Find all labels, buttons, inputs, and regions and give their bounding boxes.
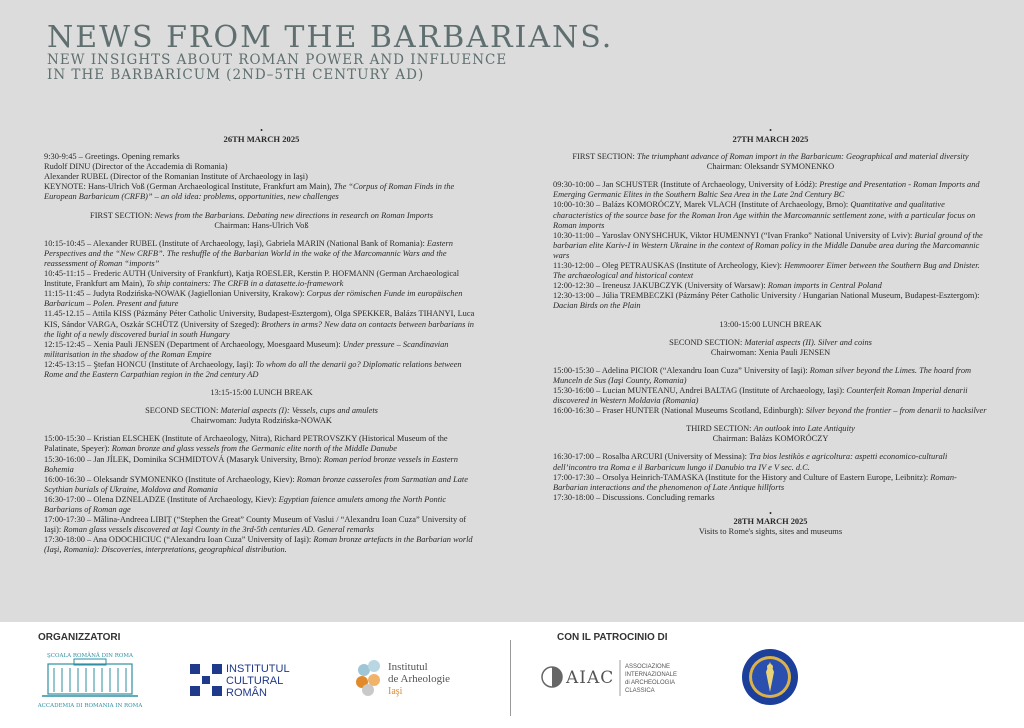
institutul-arheologie-iasi-logo[interactable]: [354, 656, 474, 700]
svg-text:INTERNAZIONALE: INTERNAZIONALE: [625, 672, 678, 678]
talk-title: Silver beyond the frontier – from denarii to hacksilver: [805, 406, 987, 416]
talk-title: To ship containers: The CRFB in a datasette.io-framework: [146, 279, 344, 289]
talk-title: Roman bronze and glass vessels from the Germanic elite north of the Middle Danube: [111, 444, 397, 454]
talk-title: Roman bronze artefacts in the Barbarian world (Iaşi, Romania): Discoveries, interpretations, geographical distribution.: [44, 535, 473, 555]
talk-entry: [44, 289, 479, 309]
talk-title: Roman imports in Central Poland: [767, 281, 882, 291]
day1-column: [44, 128, 479, 555]
talk-time-speaker: 12:15-12:45 – Xenia Pauli JENSEN (Department of Archaeology, Moesgaard Museum):: [44, 339, 343, 349]
svg-text:INSTITUTUL: INSTITUTUL: [226, 663, 290, 675]
keynote-title: The “Corpus of Roman Finds in the European Barbaricum (CRFB)” – an old idea: problems, opportunities, new challenges: [44, 182, 455, 202]
talk-entry: [553, 493, 988, 503]
talk-title: Egyptian faience amulets among the North Pontic Barbarians of Roman age: [44, 494, 447, 514]
talk-entry: [44, 239, 479, 269]
opening-line: Alexander RUBEL (Director of the Romanian Institute of Archaeology in Iaşi): [44, 172, 308, 182]
seal-icon: [741, 648, 799, 706]
talk-list: [553, 180, 988, 311]
talk-entry: [44, 309, 479, 339]
lunch-break: 13:15-15:00 LUNCH BREAK: [210, 388, 313, 398]
talk-time-speaker: 17:00-17:30 – Orsolya Heinrich-TAMASKA (Institute for the History and Culture of Eastern Europe, Leibnitz):: [553, 472, 931, 482]
talk-title: Hemmoorer Eimer between the Southern Bug and Dnister. The archaeological and historical context: [553, 261, 980, 281]
footer-divider: [510, 640, 511, 716]
talk-time-speaker: 10:30-11:00 – Yaroslav ONYSHCHUK, Viktor HUMENNYI (“Ivan Franko” National University of Lviv):: [553, 230, 915, 240]
talk-time-speaker: 16:30-17:00 – Rosalba ARCURI (University of Messina):: [553, 452, 750, 462]
organizers-label: ORGANIZZATORI: [38, 632, 121, 643]
circles-icon: [356, 660, 380, 696]
sponsor-footer: [0, 622, 1024, 728]
day3-heading: 28TH MARCH 2025: [733, 516, 808, 526]
talk-time-speaker: 10:00-10:30 – Balázs KOMORÓCZY, Marek VLACH (Institute of Archaeology, Brno):: [553, 200, 851, 210]
scoala-romana-logo[interactable]: [34, 650, 146, 710]
talk-entry: [553, 200, 988, 230]
talk-time-speaker: 15:30-16:00 – Lucian MUNTEANU, Andrei BALTAG (Institute of Archaeology, Iaşi):: [553, 385, 847, 395]
section-heading: SECOND SECTION: Material aspects (II). Silver and coins: [669, 337, 872, 347]
section-heading: SECOND SECTION: Material aspects (I): Vessels, cups and amulets: [145, 406, 378, 416]
talk-title: Corpus der römischen Funde im europäischen Barbaricum – Polen. Present and future: [44, 289, 463, 309]
talk-entry: [553, 231, 988, 261]
talk-entry: [553, 281, 988, 291]
talk-time-speaker: 16:00-16:30 – Oleksandr SYMONENKO (Institute of Archaeology, Kiev):: [44, 474, 297, 484]
talk-time-speaker: 17:30-18:00 – Discussions. Concluding remarks: [553, 492, 715, 502]
talk-entry: [44, 434, 479, 454]
talk-entry: [553, 180, 988, 200]
talk-entry: [553, 366, 988, 386]
talk-time-speaker: 16:30-17:00 – Olena DZNELADZE (Institute of Archaeology, Kiev):: [44, 494, 279, 504]
talk-title: Roman silver beyond the Limes. The hoard from Munceln de Sus (Iaşi County, Romania): [553, 365, 972, 385]
talk-time-speaker: 11.45-12.15 – Attila KISS (Pázmány Péter Catholic University, Budapest-Esztergom), Olga SPEKKER, Balázs TIHANYI, Luca KIS, Sándor VARGA, Oszkár SCHÜTZ (University of Szeged):: [44, 309, 475, 329]
talk-time-speaker: 12:45-13:15 – Ştefan HONCU (Institute of Archaeology, Iaşi):: [44, 359, 256, 369]
svg-text:CLASSICA: CLASSICA: [625, 688, 655, 694]
talk-entry: [44, 535, 479, 555]
talk-time-speaker: 10:15-10:45 – Alexander RUBEL (Institute of Archaeology, Iaşi), Gabriela MARIN (National Bank of Romania):: [44, 238, 427, 248]
svg-text:de Arheologie: de Arheologie: [388, 673, 451, 685]
day2-heading: 27TH MARCH 2025: [732, 134, 809, 144]
svg-text:CULTURAL: CULTURAL: [226, 675, 284, 687]
bullet-dot: •: [260, 126, 263, 135]
aiac-circle-icon: [542, 667, 562, 687]
talk-time-speaker: 10:45-11:15 – Frederic AUTH (University of Frankfurt), Katja ROESLER, Kerstin P. HOFMANN (German Archaeological Institute, Frankfurt am Main),: [44, 269, 460, 289]
talk-entry: [553, 473, 988, 493]
talk-title: Brothers in arms? New data on contacts between barbarians in the light of a newly discovered burial in south Hungary: [44, 319, 474, 339]
talk-title: To whom do all the denarii go? Diplomatic relations between Rome and the Eastern Carpathian region in the 2nd century AD: [44, 359, 462, 379]
talk-title: Roman bronze casseroles from Sarmatian and Late Scythian burials of Ukraine, Moldova and Romania: [44, 474, 468, 494]
talk-title: Burial ground of the barbarian elite Kariv-I in Western Ukraine in the context of Roman policy in the Middle Danube area during the Marcomannic wars: [553, 230, 983, 260]
poster-title-block: [47, 22, 613, 83]
section-heading: FIRST SECTION: The triumphant advance of Roman import in the Barbaricum: Geographical and material diversity: [572, 152, 969, 162]
talk-time-speaker: 16:00-16:30 – Fraser HUNTER (National Museums Scotland, Edinburgh):: [553, 406, 806, 416]
talk-entry: [44, 515, 479, 535]
svg-text:Institutul: Institutul: [388, 661, 428, 673]
talk-title: Eastern Perspectives and the “New CRFB”. The reshuffle of the Barbarian World in the wake of the Marcomannic Wars and the reassessment of Roman “imports”: [44, 238, 453, 268]
opening-line: 9:30-9:45 – Greetings. Opening remarks: [44, 152, 180, 162]
bullet-dot: •: [769, 126, 772, 135]
lunch-break: 13:00-15:00 LUNCH BREAK: [719, 319, 822, 329]
section-chair: Chairman: Oleksandr SYMONENKO: [706, 162, 835, 172]
svg-text:di ARCHEOLOGIA: di ARCHEOLOGIA: [625, 680, 676, 686]
keynote-speaker: KEYNOTE: Hans-Ulrich Voß (German Archaeological Institute, Frankfurt am Main),: [44, 182, 334, 192]
keynote: [44, 182, 479, 202]
svg-text:ASSOCIAZIONE: ASSOCIAZIONE: [625, 664, 671, 670]
talk-title: Roman period bronze vessels in Eastern Bohemia: [44, 454, 458, 474]
section-heading: FIRST SECTION: News from the Barbarians. Debating new directions in research on Roman Imports: [90, 210, 433, 220]
talk-time-speaker: 15:00-15:30 – Kristian ELSCHEK (Institute of Archaeology, Nitra), Richard PETROVSZKY (Historical Museum of the Palatinate, Speyer):: [44, 434, 448, 454]
poster-title: NEWS FROM THE BARBARIANS.: [47, 20, 614, 55]
talk-time-speaker: 12:30-13:00 – Júlia TREMBECZKI (Pázmány Péter Catholic University / Hungarian National Museum, Budapest-Esztergom):: [553, 291, 980, 301]
talk-title: Under pressure – Scandinavian militarisation in the shadow of the Roman Empire: [44, 339, 449, 359]
talk-entry: [553, 291, 988, 311]
opening-line: Rudolf DINU (Director of the Accademia di Romania): [44, 162, 228, 172]
bullet-dot: •: [769, 508, 772, 518]
day2-column: [553, 128, 988, 537]
talk-time-speaker: 15:30-16:00 – Jan JÍLEK, Dominika SCHMIDTOVÁ (Masaryk University, Brno):: [44, 454, 324, 464]
talk-entry: [553, 386, 988, 406]
talk-entry: [44, 455, 479, 475]
poster-subtitle-line1: NEW INSIGHTS ABOUT ROMAN POWER AND INFLUENCE: [47, 52, 508, 68]
section-chair: Chairman: Balázs KOMORÓCZY: [712, 434, 829, 444]
talk-title: Roman-Barbarian interactions and the phenomenon of Late Antique hillforts: [553, 472, 957, 492]
talk-entry: [44, 340, 479, 360]
building-icon: [34, 650, 146, 710]
talk-title: Dacian Birds on the Plain: [553, 301, 641, 311]
talk-title: Prestige and Presentation - Roman Imports and Emerging Germanic Elites in the Southern Baltic Sea Area in the Late 2nd Century BC: [553, 180, 980, 200]
talk-title: Counterfeit Roman Imperial denarii discovered in Western Moldavia (Romania): [553, 385, 968, 406]
talk-time-speaker: 15:00-15:30 – Adelina PICIOR (“Alexandru Ioan Cuza” University of Iaşi):: [553, 365, 810, 375]
talk-list: [553, 452, 988, 502]
talk-time-speaker: 09:30-10:00 – Jan SCHUSTER (Institute of Archaeology, University of Łódź):: [553, 180, 820, 190]
svg-text:ŞCOALA ROMÂNĂ DIN ROMA: ŞCOALA ROMÂNĂ DIN ROMA: [46, 653, 134, 659]
section-heading: THIRD SECTION: An outlook into Late Antiquity: [686, 424, 855, 434]
patronage-label: CON IL PATROCINIO DI: [557, 632, 668, 643]
svg-text:ACCADEMIA DI ROMANIA IN ROMA: ACCADEMIA DI ROMANIA IN ROMA: [37, 703, 143, 709]
talk-time-speaker: 17:30-18:00 – Ana ODOCHICIUC (“Alexandru Ioan Cuza” University of Iaşi):: [44, 535, 314, 545]
poster-subtitle-line2: IN THE BARBARICUM (2ND–5TH CENTURY AD): [47, 67, 425, 83]
talk-list: [44, 239, 479, 380]
talk-entry: [44, 495, 479, 515]
aiac-logo[interactable]: [540, 650, 730, 704]
svg-text:AIAC: AIAC: [566, 668, 615, 688]
icr-cross-icon: [190, 664, 222, 696]
section-chair: Chairman: Hans-Ulrich Voß: [214, 220, 309, 230]
day3-text: Visits to Rome's sights, sites and museums: [698, 527, 843, 536]
talk-entry: [553, 261, 988, 281]
section-chair: Chairwoman: Xenia Pauli JENSEN: [710, 347, 831, 357]
talk-entry: [44, 269, 479, 289]
talk-time-speaker: 12:00-12:30 – Ireneusz JAKUBCZYK (University of Warsaw):: [553, 281, 768, 291]
institutul-cultural-roman-logo[interactable]: [188, 656, 300, 700]
talk-title: Quantitative and qualitative characteristics of the source base for the Roman Iron Age within the Marcomannic settlement zone, with a particular focus on Roman imports: [553, 200, 976, 230]
talk-entry: [553, 452, 988, 472]
university-seal-logo[interactable]: [741, 648, 799, 706]
talk-time-speaker: 11:30-12:00 – Oleg PETRAUSKAS (Institute of Archeology, Kiev):: [553, 261, 785, 271]
talk-entry: [44, 475, 479, 495]
section-chair: Chairwoman: Judyta Rodzińska-NOWAK: [191, 416, 332, 426]
svg-text:ROMÂN: ROMÂN: [226, 687, 267, 699]
svg-text:Iaşi: Iaşi: [388, 686, 403, 697]
talk-entry: [44, 360, 479, 380]
talk-title: Roman glass vessels discovered at Iaşi County in the 3rd-5th centuries AD. General remarks: [63, 525, 374, 535]
talk-title: Tra bios lestikòs e agricoltura: aspetti economico-culturali dell’incontro tra Roma e il Barbaricum lungo il Danubio tra IV e V sec. d.C.: [553, 452, 948, 472]
talk-entry: [553, 406, 988, 416]
day1-heading: 26TH MARCH 2025: [223, 134, 300, 144]
talk-time-speaker: 17:00-17:30 – Mălina-Andreea LIBIȚ (“Stephen the Great” County Museum of Vaslui / “Alexandru Ioan Cuza” University of Iaşi):: [44, 515, 467, 535]
talk-list: [553, 366, 988, 416]
talk-time-speaker: 11:15-11:45 – Judyta Rodzińska-NOWAK (Jagiellonian University, Krakow):: [44, 289, 307, 299]
talk-list: [44, 434, 479, 555]
